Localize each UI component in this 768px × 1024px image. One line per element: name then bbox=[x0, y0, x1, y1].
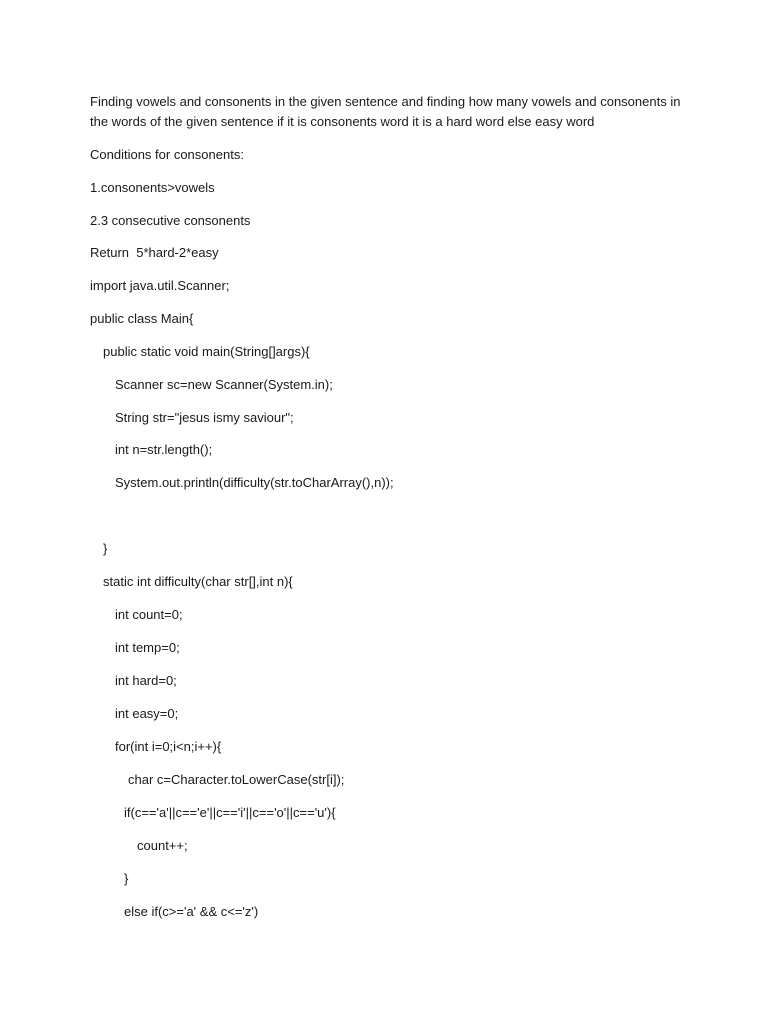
code-line: public class Main{ bbox=[90, 311, 194, 326]
code-line: Scanner sc=new Scanner(System.in); bbox=[115, 377, 333, 392]
code-line: } bbox=[124, 871, 129, 886]
code-line: int n=str.length(); bbox=[115, 442, 213, 457]
code-line: import java.util.Scanner; bbox=[90, 278, 230, 293]
conditions-heading: Conditions for consonents: bbox=[90, 147, 244, 162]
code-line: static int difficulty(char str[],int n){ bbox=[103, 574, 293, 589]
code-line: public static void main(String[]args){ bbox=[103, 344, 310, 359]
condition-2: 2.3 consecutive consonents bbox=[90, 213, 251, 228]
code-line: int easy=0; bbox=[115, 706, 179, 721]
code-line: if(c=='a'||c=='e'||c=='i'||c=='o'||c=='u'){ bbox=[124, 805, 336, 820]
code-line: else if(c>='a' && c<='z') bbox=[124, 904, 259, 919]
condition-1: 1.consonents>vowels bbox=[90, 180, 215, 195]
code-line: String str="jesus ismy saviour"; bbox=[115, 410, 294, 425]
code-line: count++; bbox=[137, 838, 188, 853]
code-line: } bbox=[103, 541, 108, 556]
return-rule: Return 5*hard-2*easy bbox=[90, 245, 219, 260]
problem-statement: Finding vowels and consonents in the given sentence and finding how many vowels and consonents in the words of the given sentence if it is consonents word it is a hard word else easy word bbox=[90, 94, 681, 129]
code-line: System.out.println(difficulty(str.toCharArray(),n)); bbox=[115, 475, 394, 490]
code-line: for(int i=0;i<n;i++){ bbox=[115, 739, 222, 754]
code-line: int hard=0; bbox=[115, 673, 177, 688]
code-line: int count=0; bbox=[115, 607, 183, 622]
code-line: char c=Character.toLowerCase(str[i]); bbox=[128, 772, 345, 787]
code-line: int temp=0; bbox=[115, 640, 180, 655]
